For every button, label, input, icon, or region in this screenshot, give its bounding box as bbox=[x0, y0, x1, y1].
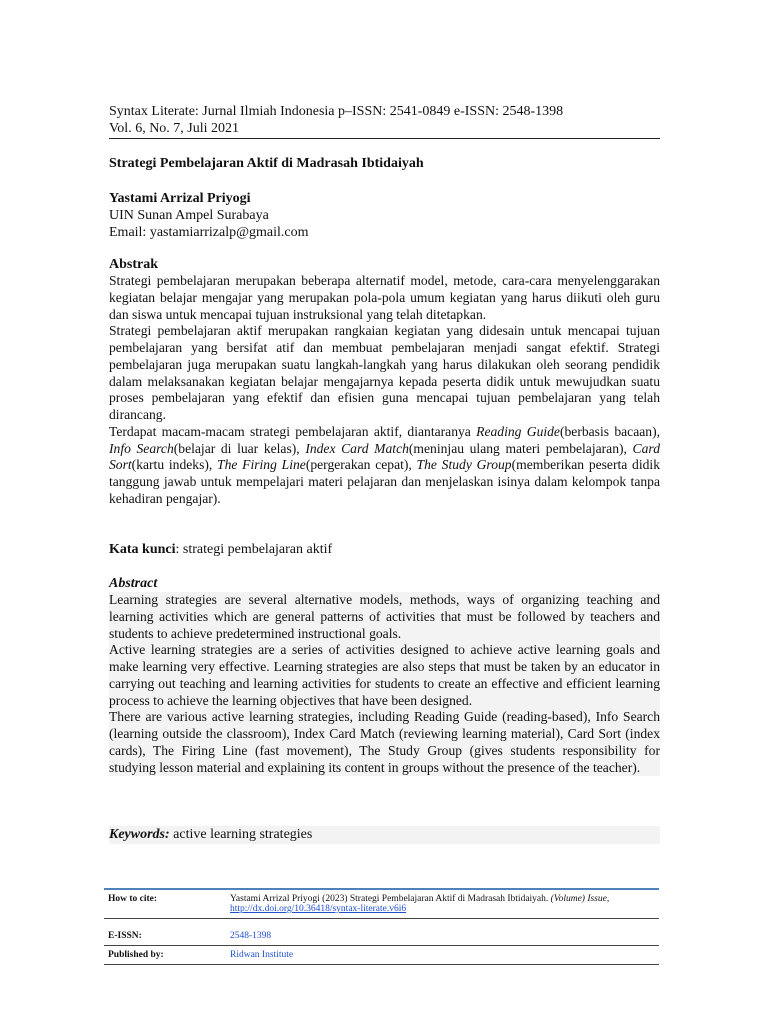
strategy-desc: (meninjau ulang materi pembelajaran), bbox=[408, 440, 633, 456]
publisher-value: Ridwan Institute bbox=[230, 950, 294, 960]
author-affiliation: UIN Sunan Ampel Surabaya bbox=[109, 208, 269, 223]
kata-kunci bbox=[109, 542, 332, 558]
abstrak-p3-intro: Terdapat macam-macam strategi pembelajaran aktif, diantaranya bbox=[109, 423, 477, 439]
abstract-paragraph-3: There are various active learning strategies, including Reading Guide (reading-based), Info Search (learning outside the classroom), Index Card Match (reviewing learning material), Card Sort (index cards), The Firing Line (fast movement), The Study Group (gives students responsibility for studying lesson material and explaining its content in groups without the presence of the teacher). bbox=[109, 709, 660, 775]
keywords-label: Keywords: bbox=[109, 827, 170, 842]
strategy-term: Index Card Match bbox=[305, 440, 409, 456]
citation-row-how-to-cite bbox=[104, 890, 659, 919]
abstract-body bbox=[109, 592, 660, 776]
abstrak-paragraph-1: Strategi pembelajaran merupakan beberapa alternatif model, metode, cara-cara menyelenggarakan kegiatan belajar mengajar yang merupakan pola-pola umum kegiatan yang harus diikuti oleh guru dan siswa untuk mencapai tujuan instruksional yang telah ditetapkan. bbox=[109, 273, 660, 322]
abstract-paragraph-2: Active learning strategies are a series of activities designed to achieve active learning goals and make learning very effective. Learning strategies are also steps that must be taken by an educator in carrying out teaching and learning activities for students to create an effective and efficient learning process to achieve the learning objectives that have been designed. bbox=[109, 642, 660, 708]
header-rule bbox=[109, 138, 660, 139]
strategy-desc: (memberikan peserta didik tanggung jawab untuk mempelajari materi pelajaran dan menjelaskan isinya dalam kelompok tanpa kehadiran pengajar). bbox=[109, 457, 660, 506]
strategy-term: Info Search bbox=[109, 440, 174, 456]
author-name: Yastami Arrizal Priyogi bbox=[109, 191, 251, 206]
strategy-term: The Firing Line bbox=[217, 457, 306, 473]
strategy-term: The Study Group bbox=[416, 457, 512, 473]
abstrak-paragraph-3 bbox=[109, 424, 660, 508]
strategy-desc: (pergerakan cepat), bbox=[305, 457, 417, 473]
abstrak-paragraph-2: Strategi pembelajaran aktif merupakan rangkaian kegiatan yang didesain untuk mencapai tujuan pembelajaran yang bersifat atif dan membuat pembelajaran menjadi sangat efektif. Strategi pembelajaran juga merupakan suatu langkah-langkah yang harus dilakukan oleh seorang pendidik dalam melaksanakan kegiatan belajar mengajarnya kepada peserta didik untuk mewujudkan suatu proses pembelajaran yang efektif dan efisien guna mencapai tujuan pembelajaran yang telah dirancang. bbox=[109, 323, 660, 422]
strategy-desc: (berbasis bacaan), bbox=[559, 423, 660, 439]
strategy-term: Card Sort bbox=[109, 440, 660, 473]
abstract-heading: Abstract bbox=[109, 576, 158, 591]
citation-table bbox=[104, 888, 659, 965]
eissn-value: 2548-1398 bbox=[230, 931, 272, 941]
abstrak-heading: Abstrak bbox=[109, 257, 159, 272]
journal-header bbox=[109, 103, 660, 137]
publisher-label: Published by: bbox=[108, 950, 164, 960]
keywords bbox=[109, 826, 660, 844]
strategy-desc: (belajar di luar kelas), bbox=[173, 440, 306, 456]
citation-row-eissn bbox=[104, 927, 659, 946]
how-to-cite-italic: (Volume) Issue, bbox=[550, 894, 610, 904]
author-email: Email: yastamiarrizalp@gmail.com bbox=[109, 225, 309, 240]
how-to-cite-value bbox=[226, 890, 659, 918]
volume-line: Vol. 6, No. 7, Juli 2021 bbox=[109, 121, 240, 136]
strategy-term: Reading Guide bbox=[476, 423, 560, 439]
strategy-desc: (kartu indeks), bbox=[131, 457, 218, 473]
paper-title: Strategi Pembelajaran Aktif di Madrasah Ibtidaiyah bbox=[109, 156, 424, 171]
how-to-cite-text: Yastami Arrizal Priyogi (2023) Strategi Pembelajaran Aktif di Madrasah Ibtidaiyah. bbox=[230, 894, 551, 904]
author-block bbox=[109, 190, 309, 241]
abstrak-body bbox=[109, 273, 660, 508]
kata-kunci-value: : strategi pembelajaran aktif bbox=[175, 542, 333, 557]
citation-row-publisher bbox=[104, 946, 659, 965]
keywords-value: active learning strategies bbox=[169, 827, 313, 842]
kata-kunci-label: Kata kunci bbox=[109, 542, 176, 557]
how-to-cite-label: How to cite: bbox=[108, 894, 158, 904]
abstract-paragraph-1: Learning strategies are several alternative models, methods, ways of organizing teaching and learning activities which are general patterns of activities that must be followed by teachers and students to achieve predetermined instructional goals. bbox=[109, 592, 660, 641]
eissn-label: E-ISSN: bbox=[108, 931, 142, 941]
journal-line: Syntax Literate: Jurnal Ilmiah Indonesia p–ISSN: 2541-0849 e-ISSN: 2548-1398 bbox=[109, 104, 564, 119]
doi-link[interactable]: http://dx.doi.org/10.36418/syntax-literate.v6i6 bbox=[230, 904, 407, 914]
